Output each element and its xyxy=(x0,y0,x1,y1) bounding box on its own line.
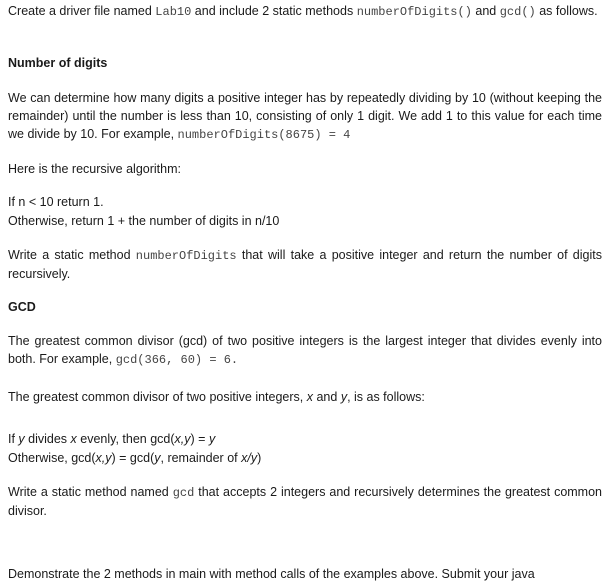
variables-x-over-y: x/y xyxy=(241,451,258,465)
recursive-label: Here is the recursive algorithm: xyxy=(8,162,181,176)
algo-text: ) = xyxy=(190,432,209,446)
task-text: Write a static method xyxy=(8,248,136,262)
task-text: that accepts 2 integers and recursively determines the greatest common divisor. xyxy=(8,485,602,518)
algo-text: If xyxy=(8,432,19,446)
intro-paragraph xyxy=(8,2,602,21)
example-code: gcd(366, 60) = 6. xyxy=(115,353,239,367)
intro-code-classname: Lab10 xyxy=(155,5,192,19)
definition-text: and xyxy=(313,390,341,404)
definition-text: The greatest common divisor of two positive integers, xyxy=(8,390,307,404)
definition-text: , is as follows: xyxy=(347,390,425,404)
variable-x: x xyxy=(70,432,77,446)
gcd-algorithm-line-1 xyxy=(8,430,602,448)
intro-text: Create a driver file named xyxy=(8,4,156,18)
algo-text: Otherwise, gcd( xyxy=(8,451,96,465)
task-code: numberOfDigits xyxy=(135,249,237,263)
number-of-digits-description xyxy=(8,89,602,144)
gcd-definition xyxy=(8,388,602,406)
variable-x: x xyxy=(306,390,313,404)
task-text: that will take a positive integer and return the number of digits recursively. xyxy=(8,248,602,281)
algo-text: ) = gcd( xyxy=(111,451,155,465)
intro-code-method2: gcd() xyxy=(499,5,536,19)
intro-text: and include 2 static methods xyxy=(191,4,357,18)
section-heading-number-of-digits: Number of digits xyxy=(8,56,108,70)
variables-xy: x,y xyxy=(174,432,191,446)
description-text: We can determine how many digits a positive integer has by repeatedly dividing by 10 (without keeping the remainder) until the number is less than 10, consisting of only 1 digit. We add 1 to this value for each time we divide by 10. For example, xyxy=(8,91,602,141)
intro-text: as follows. xyxy=(535,4,598,18)
algorithm-line-2: Otherwise, return 1 + the number of digits in n/10 xyxy=(8,214,280,228)
algo-text: , remainder of xyxy=(160,451,242,465)
task-text: Write a static method named xyxy=(8,485,173,499)
variable-y: y xyxy=(208,432,216,446)
gcd-algorithm-line-2 xyxy=(8,449,602,467)
variable-y: y xyxy=(18,432,25,446)
algo-text: evenly, then gcd( xyxy=(76,432,175,446)
section-heading-gcd: GCD xyxy=(8,300,36,314)
gcd-task xyxy=(8,483,602,520)
variable-y: y xyxy=(154,451,161,465)
intro-code-method1: numberOfDigits() xyxy=(356,5,472,19)
variable-y: y xyxy=(340,390,348,404)
description-text: The greatest common divisor (gcd) of two positive integers is the largest integer that divides evenly into both. For example, xyxy=(8,334,602,366)
algorithm-line-1: If n < 10 return 1. xyxy=(8,195,104,209)
algo-text: divides xyxy=(24,432,71,446)
variables-xy: x,y xyxy=(95,451,112,465)
task-code: gcd xyxy=(172,486,195,500)
example-code: numberOfDigits(8675) = 4 xyxy=(177,128,351,142)
gcd-description xyxy=(8,332,602,369)
number-of-digits-task xyxy=(8,246,602,283)
demonstrate-paragraph: Demonstrate the 2 methods in main with method calls of the examples above. Submit your java xyxy=(8,567,535,581)
algo-text: ) xyxy=(257,451,262,465)
intro-text: and xyxy=(471,4,500,18)
